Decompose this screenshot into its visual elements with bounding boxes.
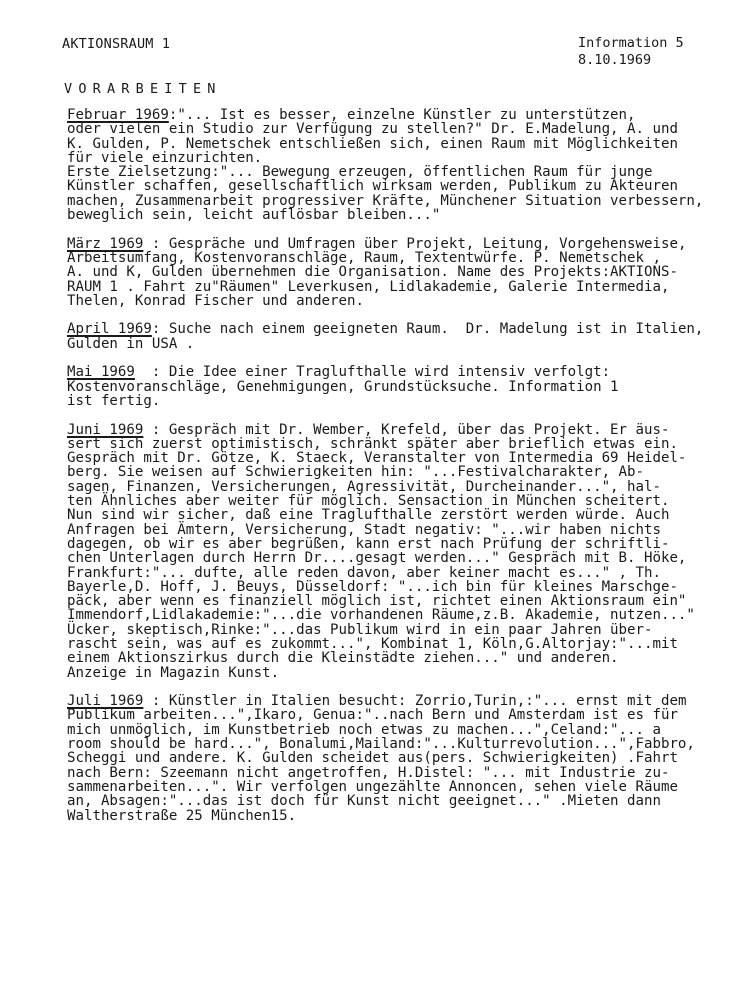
entry-line: oder vielen ein Studio zur Verfügung zu stellen?" Dr. E.Madelung, A. und bbox=[67, 121, 678, 138]
entry-line: Ücker, skeptisch,Rinke:"...das Publikum wird in ein paar Jahren über- bbox=[67, 621, 653, 638]
chronology-entry bbox=[67, 108, 739, 222]
entry-line: Gespräch mit Dr. Götze, K. Staeck, Veranstalter von Intermedia 69 Heidel- bbox=[67, 450, 687, 467]
info-label: Information 5 bbox=[578, 35, 684, 51]
document-title: AKTIONSRAUM 1 bbox=[62, 36, 171, 52]
entry-line: machen, Zusammenarbeit progressiver Kräfte, Münchener Situation verbessern, bbox=[67, 192, 704, 209]
entry-line: Frankfurt:"... dufte, alle reden davon, aber keiner macht es..." , Th. bbox=[67, 564, 661, 581]
entry-line: Scheggi und andere. K. Gulden scheidet aus(pers. Schwierigkeiten) .Fahrt bbox=[67, 750, 678, 767]
entry-line: rascht sein, was auf es zukommt...", Kombinat 1, Köln,G.Altorjay:"...mit bbox=[67, 635, 678, 652]
entry-line: room should be hard...", Bonalumi,Mailand:"...Kulturrevolution...",Fabbro, bbox=[67, 736, 695, 753]
entry-line bbox=[67, 423, 739, 437]
entry-line: dagegen, ob wir es aber begrüßen, kann erst nach Prüfung der schriftli- bbox=[67, 535, 670, 552]
entry-line: sammenarbeiten...". Wir verfolgen ungezählte Annoncen, sehen viele Räume bbox=[67, 778, 678, 795]
chronology-entry bbox=[67, 322, 739, 351]
entry-line: Arbeitsumfang, Kostenvoranschläge, Raum, Textentwürfe. P. Nemetschek , bbox=[67, 249, 661, 266]
entry-line bbox=[67, 108, 739, 122]
entry-text: : Künstler in Italien besucht: Zorrio,Turin,:"... ernst mit dem bbox=[143, 693, 687, 710]
entry-line: Anzeige in Magazin Kunst. bbox=[67, 664, 280, 681]
entry-text: : Gespräch mit Dr. Wember, Krefeld, über das Projekt. Er äus- bbox=[143, 421, 670, 438]
entry-line: mich unmöglich, im Kunstbetrieb noch etwas zu machen...",Celand:"... a bbox=[67, 721, 661, 738]
entry-line bbox=[67, 365, 739, 379]
entry-line: an, Absagen:"...das ist doch für Kunst nicht geeignet..." .Mieten dann bbox=[67, 793, 661, 810]
entry-line: berg. Sie weisen auf Schwierigkeiten hin: "...Festivalcharakter, Ab- bbox=[67, 464, 644, 481]
entry-date: Juni 1969 bbox=[67, 421, 144, 438]
section-title: VORARBEITEN bbox=[64, 81, 222, 97]
entry-line: Waltherstraße 25 München15. bbox=[67, 807, 297, 824]
chronology-body bbox=[67, 108, 739, 837]
entry-line: Kostenvoranschläge, Genehmigungen, Grundstücksuche. Information 1 bbox=[67, 378, 619, 395]
entry-line: chen Unterlagen durch Herrn Dr....gesagt werden..." Gespräch mit B. Höke, bbox=[67, 550, 687, 567]
entry-line: Bayerle,D. Hoff, J. Beuys, Düsseldorf: "...ich bin für kleines Marschge- bbox=[67, 578, 678, 595]
entry-text: : Suche nach einem geeigneten Raum. Dr. Madelung ist in Italien, bbox=[151, 321, 704, 338]
entry-line: päck, aber wenn es finanziell möglich ist, richtet einen Aktionsraum ein" bbox=[67, 593, 687, 610]
entry-line: beweglich sein, leicht auflösbar bleiben..." bbox=[67, 207, 441, 224]
entry-line bbox=[67, 237, 739, 251]
entry-line: ten Ähnliches aber weiter für möglich. Sensaction in München scheitert. bbox=[67, 493, 670, 510]
entry-line: einem Aktionszirkus durch die Kleinstädte ziehen..." und anderen. bbox=[67, 650, 619, 667]
entry-text: : Gespräche und Umfragen über Projekt, Leitung, Vorgehensweise, bbox=[143, 235, 687, 252]
chronology-entry bbox=[67, 423, 739, 680]
info-block bbox=[578, 35, 684, 69]
entry-date: Mai 1969 bbox=[67, 364, 135, 381]
entry-date: Juli 1969 bbox=[67, 693, 144, 710]
entry-line: Publikum arbeiten...",Ikaro, Genua:"..nach Bern und Amsterdam ist es für bbox=[67, 707, 678, 724]
entry-line: Thelen, Konrad Fischer und anderen. bbox=[67, 292, 364, 309]
entry-line: sert sich zuerst optimistisch, schränkt später aber brieflich etwas ein. bbox=[67, 435, 678, 452]
entry-line: K. Gulden, P. Nemetschek entschließen sich, einen Raum mit Möglichkeiten bbox=[67, 135, 678, 152]
entry-line: sagen, Finanzen, Versicherungen, Agressivität, Durcheinander...", hal- bbox=[67, 478, 661, 495]
entry-line: Gulden in USA . bbox=[67, 335, 195, 352]
entry-date: April 1969 bbox=[67, 321, 152, 338]
entry-line: RAUM 1 . Fahrt zu"Räumen" Leverkusen, Lidlakademie, Galerie Intermedia, bbox=[67, 278, 670, 295]
info-date: 8.10.1969 bbox=[578, 52, 652, 68]
chronology-entry bbox=[67, 365, 739, 408]
chronology-entry bbox=[67, 694, 739, 823]
entry-date: Februar 1969 bbox=[67, 107, 169, 123]
entry-line: ist fertig. bbox=[67, 392, 161, 409]
chronology-entry bbox=[67, 237, 739, 308]
entry-line: Nun sind wir sicher, daß eine Traglufthalle zerstört werden würde. Auch bbox=[67, 507, 670, 524]
entry-line: für viele einzurichten. bbox=[67, 149, 263, 166]
entry-line bbox=[67, 694, 739, 708]
entry-line: Immendorf,Lidlakademie:"...die vorhandenen Räume,z.B. Akademie, nutzen..." bbox=[67, 607, 695, 624]
entry-line: nach Bern: Szeemann nicht angetroffen, H.Distel: "... mit Industrie zu- bbox=[67, 764, 670, 781]
entry-date: März 1969 bbox=[67, 235, 144, 252]
entry-line: Künstler schaffen, gesellschaftlich wirksam werden, Publikum zu Akteuren bbox=[67, 178, 678, 195]
entry-line: Erste Zielsetzung:"... Bewegung erzeugen, öffentlichen Raum für junge bbox=[67, 164, 653, 181]
entry-line bbox=[67, 322, 739, 336]
entry-text: :"... Ist es besser, einzelne Künstler zu unterstützen, bbox=[168, 107, 636, 123]
entry-line: A. und K, Gulden übernehmen die Organisation. Name des Projekts:AKTIONS- bbox=[67, 264, 678, 281]
entry-line: Anfragen bei Ämtern, Versicherung, Stadt negativ: "...wir haben nichts bbox=[67, 521, 661, 538]
entry-text: : Die Idee einer Traglufthalle wird intensiv verfolgt: bbox=[134, 364, 611, 381]
